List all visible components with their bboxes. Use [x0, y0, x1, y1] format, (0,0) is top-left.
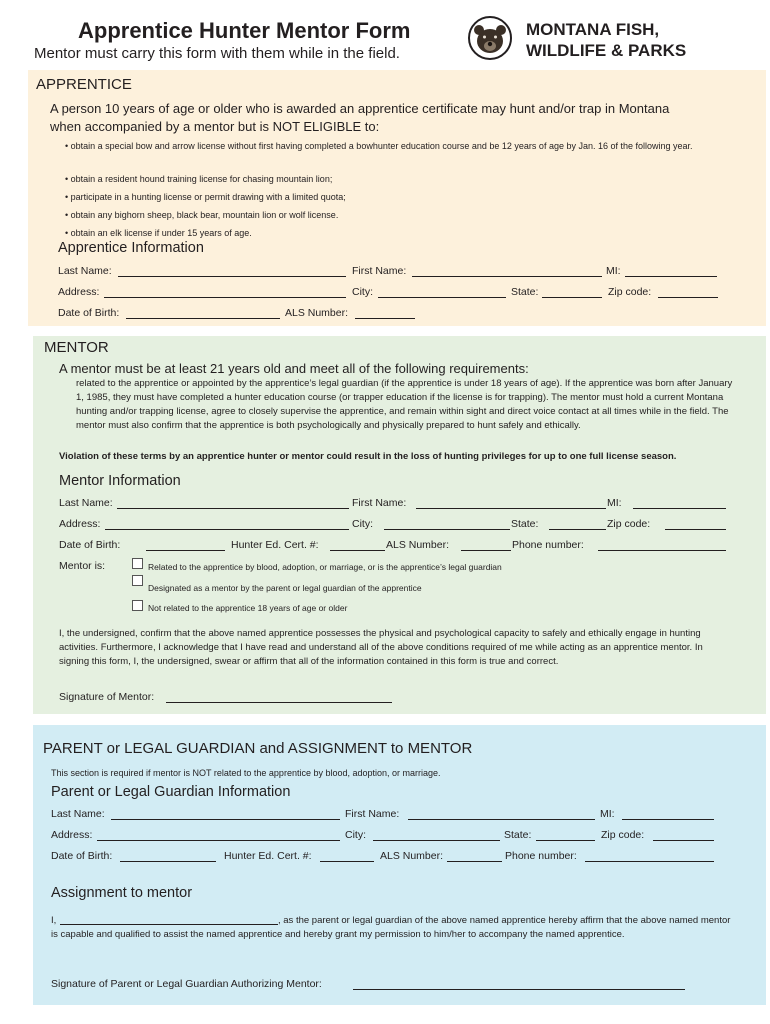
- parent-als-label: ALS Number:: [380, 850, 444, 862]
- apprentice-zip-label: Zip code:: [608, 286, 652, 298]
- mentor-first-name-label: First Name:: [352, 497, 407, 509]
- mentor-signature-field[interactable]: [166, 702, 392, 703]
- mentor-state-label: State:: [511, 518, 539, 530]
- mentor-info-heading: Mentor Information: [59, 473, 181, 489]
- apprentice-first-name-label: First Name:: [352, 265, 407, 277]
- parent-last-name-label: Last Name:: [51, 808, 105, 820]
- mentor-mi-label: MI:: [607, 497, 622, 509]
- mentor-als-field[interactable]: [461, 550, 511, 551]
- mentor-certification: I, the undersigned, confirm that the above named apprentice possesses the physical and psychological capacity to safely and ethically engage in hunting activities. Furthermore, I acknowledge that I have read and understand all of the above conditions required of me while acting as an apprentice mentor. In signing this form, I, the undersigned, swear or affirm that all of the information contained in this form is true and correct.: [59, 628, 703, 667]
- apprentice-als-field[interactable]: [355, 318, 415, 319]
- mentor-city-label: City:: [352, 518, 373, 530]
- apprentice-dob-field[interactable]: [126, 318, 280, 319]
- not-related-checkbox[interactable]: [132, 600, 143, 611]
- apprentice-last-name-field[interactable]: [118, 276, 346, 277]
- parent-city-field[interactable]: [373, 840, 500, 841]
- mentor-dob-label: Date of Birth:: [59, 539, 121, 551]
- apprentice-city-field[interactable]: [378, 297, 506, 298]
- parent-dob-field[interactable]: [120, 861, 216, 862]
- parent-state-field[interactable]: [536, 840, 595, 841]
- mentor-state-field[interactable]: [549, 529, 606, 530]
- parent-city-label: City:: [345, 829, 366, 841]
- mentor-first-name-field[interactable]: [416, 508, 606, 509]
- list-item: • participate in a hunting license or permit drawing with a limited quota;: [65, 192, 346, 202]
- parent-info-heading: Parent or Legal Guardian Information: [51, 784, 291, 800]
- form-subtitle: Mentor must carry this form with them while in the field.: [34, 45, 400, 62]
- parent-hunter-ed-field[interactable]: [320, 861, 374, 862]
- form-title: Apprentice Hunter Mentor Form: [78, 18, 411, 43]
- apprentice-als-label: ALS Number:: [285, 307, 349, 319]
- mentor-hunter-ed-label: Hunter Ed. Cert. #:: [231, 539, 319, 551]
- list-item: • obtain a resident hound training license for chasing mountain lion;: [65, 174, 333, 184]
- list-item: • obtain any bighorn sheep, black bear, mountain lion or wolf license.: [65, 210, 339, 220]
- parent-last-name-field[interactable]: [111, 819, 340, 820]
- designated-checkbox[interactable]: [132, 575, 143, 586]
- apprentice-state-field[interactable]: [542, 297, 602, 298]
- apprentice-address-label: Address:: [58, 286, 100, 298]
- agency-line-1: MONTANA FISH,: [526, 20, 660, 39]
- mentor-phone-field[interactable]: [598, 550, 726, 551]
- apprentice-zip-field[interactable]: [658, 297, 718, 298]
- parent-phone-label: Phone number:: [505, 850, 577, 862]
- mentor-violation-warning: Violation of these terms by an apprentice hunter or mentor could result in the loss of hunting privileges for up to one full license season.: [59, 451, 677, 462]
- apprentice-state-label: State:: [511, 286, 539, 298]
- mentor-als-label: ALS Number:: [386, 539, 450, 551]
- form-header: [0, 0, 770, 72]
- list-item: • obtain an elk license if under 15 years of age.: [65, 228, 252, 238]
- mentor-last-name-label: Last Name:: [59, 497, 113, 509]
- parent-phone-field[interactable]: [585, 861, 714, 862]
- parent-first-name-label: First Name:: [345, 808, 400, 820]
- mentor-last-name-field[interactable]: [117, 508, 349, 509]
- parent-address-field[interactable]: [97, 840, 340, 841]
- apprentice-intro: A person 10 years of age or older who is awarded an apprentice certificate may hunt and/or trap in Montana when accompanied by a mentor but is NOT ELIGIBLE to:: [50, 101, 670, 134]
- list-item: • obtain a special bow and arrow license without first having completed a bowhunter education course and be 12 years of age by Jan. 16 of the following year.: [65, 141, 693, 151]
- parent-zip-field[interactable]: [653, 840, 714, 841]
- apprentice-dob-label: Date of Birth:: [58, 307, 120, 319]
- apprentice-mi-label: MI:: [606, 265, 621, 277]
- mentor-is-label: Mentor is:: [59, 560, 106, 572]
- parent-als-field[interactable]: [447, 861, 502, 862]
- parent-heading: PARENT or LEGAL GUARDIAN and ASSIGNMENT to MENTOR: [43, 740, 473, 757]
- mentor-address-label: Address:: [59, 518, 101, 530]
- parent-mi-field[interactable]: [622, 819, 714, 820]
- not-related-option-label: Not related to the apprentice 18 years of age or older: [148, 603, 348, 613]
- apprentice-last-name-label: Last Name:: [58, 265, 112, 277]
- parent-state-label: State:: [504, 829, 532, 841]
- apprentice-info-heading: Apprentice Information: [58, 240, 204, 256]
- mentor-intro: A mentor must be at least 21 years old and meet all of the following requirements:: [59, 361, 529, 376]
- parent-signature-label: Signature of Parent or Legal Guardian Authorizing Mentor:: [51, 978, 322, 990]
- parent-first-name-field[interactable]: [408, 819, 595, 820]
- related-checkbox[interactable]: [132, 558, 143, 569]
- mentor-hunter-ed-field[interactable]: [330, 550, 385, 551]
- mentor-signature-label: Signature of Mentor:: [59, 691, 155, 703]
- parent-hunter-ed-label: Hunter Ed. Cert. #:: [224, 850, 312, 862]
- mentor-dob-field[interactable]: [146, 550, 225, 551]
- parent-section-note: This section is required if mentor is NOT related to the apprentice by blood, adoption, or marriage.: [51, 768, 441, 778]
- apprentice-address-field[interactable]: [104, 297, 346, 298]
- agency-line-2: WILDLIFE & PARKS: [526, 41, 687, 60]
- mentor-heading: MENTOR: [44, 339, 109, 356]
- parent-signature-field[interactable]: [353, 989, 685, 990]
- mentor-zip-field[interactable]: [665, 529, 726, 530]
- apprentice-mi-field[interactable]: [625, 276, 717, 277]
- mentor-phone-label: Phone number:: [512, 539, 584, 551]
- parent-zip-label: Zip code:: [601, 829, 645, 841]
- designated-option-label: Designated as a mentor by the parent or legal guardian of the apprentice: [148, 583, 422, 593]
- apprentice-section: [28, 70, 766, 326]
- parent-dob-label: Date of Birth:: [51, 850, 113, 862]
- parent-mi-label: MI:: [600, 808, 615, 820]
- mentor-mi-field[interactable]: [633, 508, 726, 509]
- mentor-section: [33, 336, 766, 714]
- related-option-label: Related to the apprentice by blood, adoption, or marriage, or is the apprentice’s legal guardian: [148, 562, 502, 572]
- bear-head-icon: [468, 16, 512, 60]
- mentor-address-field[interactable]: [105, 529, 349, 530]
- apprentice-first-name-field[interactable]: [412, 276, 602, 277]
- mentor-zip-label: Zip code:: [607, 518, 651, 530]
- assignment-heading: Assignment to mentor: [51, 885, 193, 901]
- agency-name: [526, 19, 686, 61]
- apprentice-city-label: City:: [352, 286, 373, 298]
- assignment-text: , as the parent or legal guardian of the above named apprentice hereby affirm that the above named mentor is capable and qualified to assist the named apprentice and hereby grant my permission to him/her to accompany the named apprentice.: [51, 915, 731, 940]
- assignment-prefix: I,: [51, 915, 57, 926]
- parent-address-label: Address:: [51, 829, 93, 841]
- parent-guardian-section: [33, 725, 766, 1005]
- apprentice-heading: APPRENTICE: [36, 76, 132, 93]
- mentor-city-field[interactable]: [384, 529, 510, 530]
- mentor-requirements: related to the apprentice or appointed by the apprentice’s legal guardian (if the apprentice is under 18 years of age). If the apprentice was born after January 1, 1985, they must have completed a hunter education course (or trapper education if the license is for trapping). The mentor must hold a current Montana hunting and/or trapping license, agree to closely supervise the apprentice, and remain within sight and direct voice contact at all times while in the field. The mentor must also confirm that the apprentice is both psychologically and physically prepared to hunt safely and ethically.: [76, 378, 733, 431]
